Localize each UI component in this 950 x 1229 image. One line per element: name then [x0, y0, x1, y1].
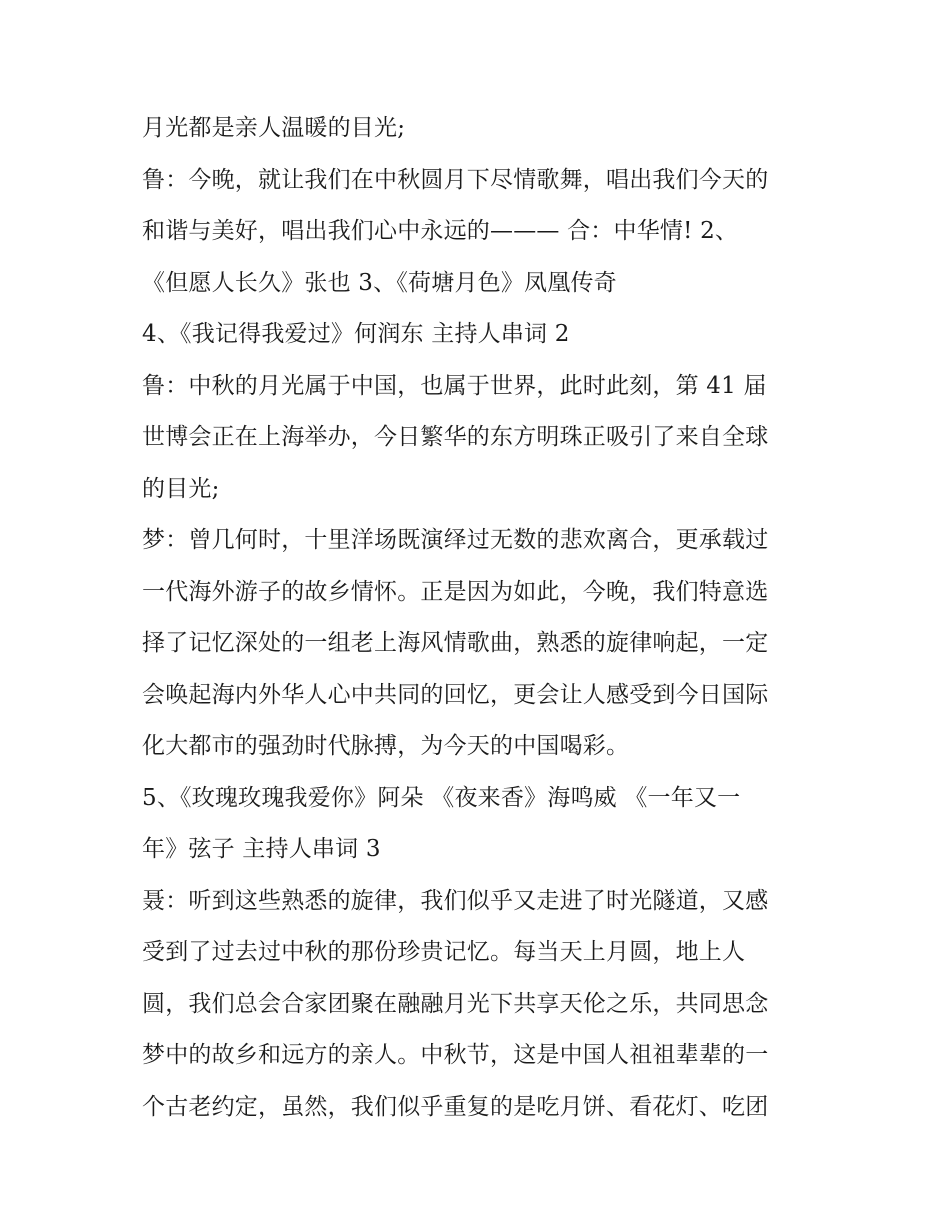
text-line: 年》弦子 主持人串词 3: [142, 836, 381, 862]
text-line: 月光都是亲人温暖的目光;: [142, 115, 406, 141]
text-line: 择了记忆深处的一组老上海风情歌曲，熟悉的旋律响起，一定: [142, 630, 769, 656]
text-line: 世博会正在上海举办，今日繁华的东方明珠正吸引了来自全球: [142, 424, 769, 450]
text-line: 一代海外游子的故乡情怀。正是因为如此，今晚，我们特意选: [142, 578, 769, 605]
text-line: 梦中的故乡和远方的亲人。中秋节，这是中国人祖祖辈辈的一: [142, 1042, 769, 1068]
text-line: 受到了过去过中秋的那份珍贵记忆。每当天上月圆，地上人: [142, 939, 746, 965]
text-line: 鲁：今晚，就让我们在中秋圆月下尽情歌舞，唱出我们今天的: [142, 166, 769, 193]
document-body: [142, 103, 822, 1133]
text-line: 4、《我记得我爱过》何润东 主持人串词 2: [142, 321, 570, 347]
text-line: 圆，我们总会合家团聚在融融月光下共享天伦之乐，共同思念: [142, 990, 769, 1017]
text-line: 和谐与美好，唱出我们心中永远的——— 合：中华情! 2、: [142, 218, 739, 244]
text-line: 梦：曾几何时，十里洋场既演绎过无数的悲欢离合，更承载过: [142, 527, 769, 553]
text-line: 《但愿人长久》张也 3、《荷塘月色》凤凰传奇: [142, 269, 617, 296]
text-line: 5、《玫瑰玫瑰我爱你》阿朵 《夜来香》海鸣威 《一年又一: [142, 784, 741, 811]
text-line: 个古老约定，虽然，我们似乎重复的是吃月饼、看花灯、吃团: [142, 1093, 769, 1120]
text-line: 化大都市的强劲时代脉搏，为今天的中国喝彩。: [142, 733, 630, 759]
text-line: 的目光;: [142, 475, 220, 502]
text-line: 鲁：中秋的月光属于中国，也属于世界，此时此刻，第 41 届: [142, 372, 767, 399]
text-line: 会唤起海内外华人心中共同的回忆，更会让人感受到今日国际: [142, 681, 769, 708]
text-line: 聂：听到这些熟悉的旋律，我们似乎又走进了时光隧道，又感: [142, 887, 769, 914]
